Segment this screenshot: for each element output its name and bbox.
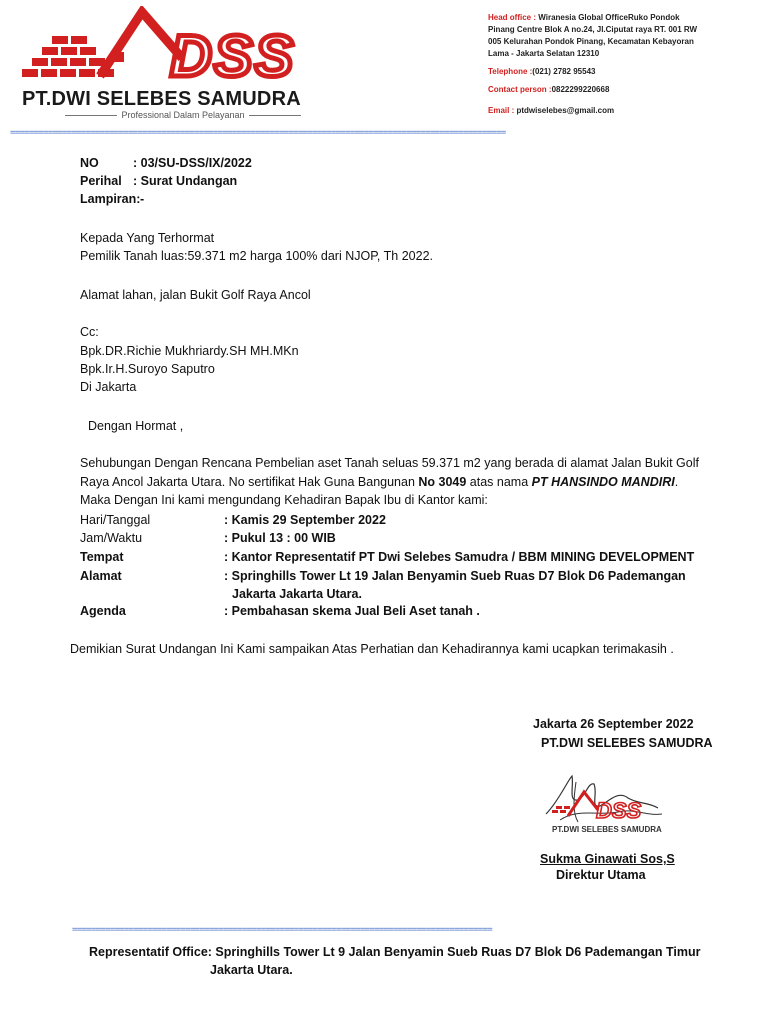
- telephone-label: Telephone :: [488, 67, 533, 76]
- greeting: Dengan Hormat ,: [88, 419, 184, 433]
- tagline-text: Professional Dalam Pelayanan: [121, 110, 245, 120]
- cc-label: Cc:: [80, 325, 99, 339]
- footer-office-line-2: Jakarta Utara.: [210, 963, 293, 977]
- telephone-row: [488, 66, 595, 78]
- contact-person-row: [488, 84, 609, 96]
- company-tagline: [40, 110, 326, 120]
- head-office-line-1: Wiranesia Global OfficeRuko Pondok: [538, 13, 680, 22]
- detail-value-time: : Pukul 13 : 00 WIB: [224, 531, 336, 545]
- signing-company: PT.DWI SELEBES SAMUDRA: [541, 736, 713, 750]
- lampiran-value: -: [140, 192, 145, 206]
- tagline-rule-right: [249, 115, 301, 116]
- detail-value-address-cont: Jakarta Jakarta Utara.: [232, 587, 362, 601]
- body-line-3: Maka Dengan Ini kami mengundang Kehadiran Bapak Ibu di Kantor kami:: [80, 493, 488, 507]
- no-label: NO: [80, 156, 99, 170]
- head-office-line-4: Lama - Jakarta Selatan 12310: [488, 49, 600, 58]
- recipient-line-1: Kepada Yang Terhormat: [80, 231, 215, 245]
- detail-label-place: Tempat: [80, 550, 124, 564]
- contact-person-value: 0822299220668: [551, 85, 610, 94]
- detail-value-date: : Kamis 29 September 2022: [224, 513, 386, 527]
- detail-value-place: : Kantor Representatif PT Dwi Selebes Samudra / BBM MINING DEVELOPMENT: [224, 550, 695, 564]
- body-line-2-mid: atas nama: [469, 475, 532, 489]
- body-line-1: Sehubungan Dengan Rencana Pembelian aset Tanah seluas 59.371 m2 yang berada di alamat Jalan Bukit Golf: [80, 456, 699, 470]
- no-value: : 03/SU-DSS/IX/2022: [133, 156, 252, 170]
- detail-label-time: Jam/Waktu: [80, 531, 143, 545]
- detail-label-agenda: Agenda: [80, 604, 126, 618]
- owner-name: PT HANSINDO MANDIRI: [531, 475, 675, 489]
- email-label: Email :: [488, 106, 515, 115]
- cc-line-2: Bpk.Ir.H.Suroyo Saputro: [80, 362, 215, 376]
- head-office-line-3: 005 Kelurahan Pondok Pinang, Kecamatan Kebayoran: [488, 37, 694, 46]
- logo-text: DSS: [170, 24, 296, 88]
- body-line-2-end: .: [674, 475, 679, 489]
- place-date: Jakarta 26 September 2022: [533, 717, 694, 731]
- company-logo: [22, 6, 322, 88]
- body-line-2: [80, 473, 678, 491]
- detail-label-date: Hari/Tanggal: [80, 513, 151, 527]
- detail-value-address: : Springhills Tower Lt 19 Jalan Benyamin Sueb Ruas D7 Blok D6 Pademangan: [224, 569, 686, 583]
- telephone-value: (021) 2782 95543: [532, 67, 596, 76]
- cc-line-1: Bpk.DR.Richie Mukhriardy.SH MH.MKn: [80, 344, 299, 358]
- land-address: Alamat lahan, jalan Bukit Golf Raya Ancol: [80, 288, 311, 302]
- body-line-2-text: Raya Ancol Jakarta Utara. No sertifikat Hak Guna Bangunan: [80, 475, 419, 489]
- perihal-label: Perihal: [80, 174, 122, 188]
- footer-divider: =========================================================================================: [72, 925, 492, 935]
- company-name: PT.DWI SELEBES SAMUDRA: [22, 88, 301, 110]
- cc-line-3: Di Jakarta: [80, 380, 137, 394]
- stamp-logo-text: DSS: [596, 798, 642, 823]
- perihal-value: : Surat Undangan: [133, 174, 238, 188]
- signer-title: Direktur Utama: [556, 868, 646, 882]
- recipient-line-2: Pemilik Tanah luas:59.371 m2 harga 100% dari NJOP, Th 2022.: [80, 249, 433, 263]
- lampiran-label: Lampiran:: [80, 192, 141, 206]
- footer-office-line-1: Representatif Office: Springhills Tower Lt 9 Jalan Benyamin Sueb Ruas D7 Blok D6 Pademangan Timur: [89, 945, 701, 959]
- signer-name: Sukma Ginawati Sos,S: [540, 852, 675, 866]
- header-divider: =========================================================================================================: [10, 128, 506, 138]
- email-value: ptdwiselebes@gmail.com: [516, 106, 615, 115]
- head-office-line-2: Pinang Centre Blok A no.24, Jl.Ciputat raya RT. 001 RW: [488, 25, 698, 34]
- email-row: [488, 105, 614, 117]
- stamp-company-text: PT.DWI SELEBES SAMUDRA: [552, 825, 662, 834]
- closing-sentence: Demikian Surat Undangan Ini Kami sampaikan Atas Perhatian dan Kehadirannya kami ucapkan terimakasih .: [70, 642, 674, 656]
- head-office-block: [488, 12, 697, 60]
- detail-label-address: Alamat: [80, 569, 122, 583]
- contact-person-label: Contact person :: [488, 85, 552, 94]
- certificate-number: No 3049: [418, 475, 470, 489]
- head-office-label: Head office :: [488, 13, 537, 22]
- detail-value-agenda: : Pembahasan skema Jual Beli Aset tanah .: [224, 604, 480, 618]
- tagline-rule-left: [65, 115, 117, 116]
- signature-stamp: [538, 772, 668, 844]
